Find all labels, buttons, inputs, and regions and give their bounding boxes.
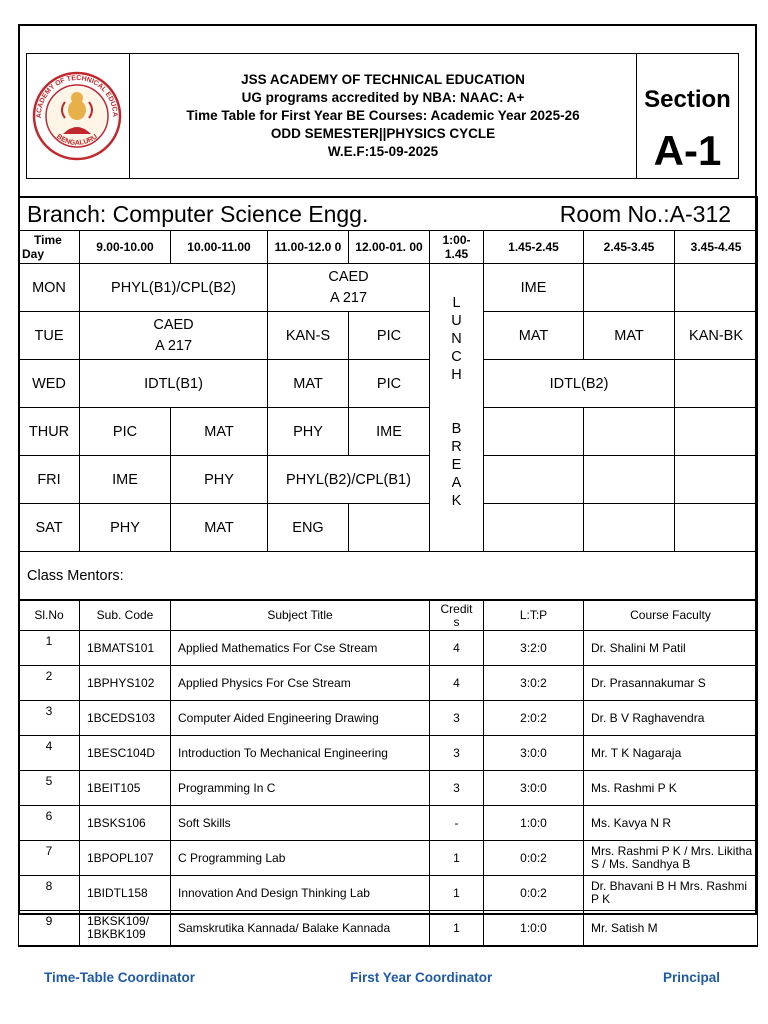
lunch-break-text <box>430 294 483 510</box>
subject-faculty: Mr. T K Nagaraja <box>584 736 758 771</box>
period-cell: PHYL(B1)/CPL(B2) <box>80 264 268 312</box>
period-cell: PIC <box>349 360 430 408</box>
first-year-coordinator-signature: First Year Coordinator <box>350 970 493 985</box>
subject-row <box>19 736 758 771</box>
day-label: MON <box>19 264 80 312</box>
lunch-break-cell <box>430 264 484 552</box>
period-room: A 217 <box>329 289 368 306</box>
subject-slno: 3 <box>19 701 80 736</box>
subject-title: Introduction To Mechanical Engineering <box>171 736 430 771</box>
period-subject: CAED <box>328 268 369 285</box>
subject-row <box>19 631 758 666</box>
subject-credits: - <box>430 806 484 841</box>
corner-day-label: Day <box>22 247 45 261</box>
class-mentors-label: Class Mentors: <box>19 552 758 600</box>
period-cell: PIC <box>80 408 171 456</box>
period-cell <box>349 504 430 552</box>
period-cell <box>675 456 758 504</box>
accreditation-line: UG programs accredited by NBA: NAAC: A+ <box>241 90 525 105</box>
subject-ltp: 0:0:2 <box>484 876 584 911</box>
branch-name: Branch: Computer Science Engg. <box>27 200 369 227</box>
subject-title: Applied Mathematics For Cse Stream <box>171 631 430 666</box>
subject-title: C Programming Lab <box>171 841 430 876</box>
subject-credits: 1 <box>430 911 484 947</box>
subject-title: Applied Physics For Cse Stream <box>171 666 430 701</box>
period-cell <box>80 312 268 360</box>
col-header-title: Subject Title <box>171 601 430 631</box>
subject-row <box>19 911 758 947</box>
day-row-tue <box>19 312 758 360</box>
subject-title: Innovation And Design Thinking Lab <box>171 876 430 911</box>
subject-slno: 1 <box>19 631 80 666</box>
section-label: Section <box>644 86 731 113</box>
subject-ltp: 1:0:0 <box>484 911 584 947</box>
lunch-letter: E <box>451 457 462 473</box>
subject-slno: 2 <box>19 666 80 701</box>
day-label: FRI <box>19 456 80 504</box>
subject-ltp: 3:0:0 <box>484 736 584 771</box>
time-header-row <box>19 231 758 264</box>
subject-row <box>19 841 758 876</box>
subject-code: 1BEIT105 <box>80 771 171 806</box>
subject-credits: 3 <box>430 736 484 771</box>
period-cell: PHYL(B2)/CPL(B1) <box>268 456 430 504</box>
col-header-credits: Credit s <box>430 601 484 631</box>
subject-credits: 1 <box>430 876 484 911</box>
subject-slno: 6 <box>19 806 80 841</box>
subjects-table <box>18 600 758 947</box>
principal-signature: Principal <box>663 970 721 985</box>
period-cell: MAT <box>268 360 349 408</box>
period-room: A 217 <box>154 337 193 354</box>
subject-row <box>19 806 758 841</box>
col-header-code: Sub. Code <box>80 601 171 631</box>
period-cell <box>675 408 758 456</box>
day-row-thu <box>19 408 758 456</box>
subject-title: Programming In C <box>171 771 430 806</box>
subject-faculty: Dr. B V Raghavendra <box>584 701 758 736</box>
subject-slno: 5 <box>19 771 80 806</box>
slot-header: 9.00-10.00 <box>80 231 171 264</box>
lunch-letter: L <box>452 295 461 311</box>
slot-header: 12.00-01. 00 <box>349 231 430 264</box>
corner-time-label: Time <box>34 233 62 247</box>
subject-ltp: 3:2:0 <box>484 631 584 666</box>
subject-faculty: Dr. Bhavani B H Mrs. Rashmi P K <box>584 876 758 911</box>
time-day-corner <box>19 231 80 264</box>
lunch-letter: A <box>451 475 462 491</box>
subject-code: 1BCEDS103 <box>80 701 171 736</box>
subject-code: 1BESC104D <box>80 736 171 771</box>
lunch-letter: K <box>451 493 462 509</box>
timetable-grid <box>18 196 758 600</box>
subject-faculty: Dr. Shalini M Patil <box>584 631 758 666</box>
period-cell: IME <box>80 456 171 504</box>
col-header-ltp: L:T:P <box>484 601 584 631</box>
day-label: WED <box>19 360 80 408</box>
day-label: THUR <box>19 408 80 456</box>
subject-code: 1BSKS106 <box>80 806 171 841</box>
subject-ltp: 2:0:2 <box>484 701 584 736</box>
day-row-sat <box>19 504 758 552</box>
subject-code: 1BMATS101 <box>80 631 171 666</box>
period-cell: ENG <box>268 504 349 552</box>
lunch-letter: H <box>451 367 462 383</box>
day-label: SAT <box>19 504 80 552</box>
subject-faculty: Mrs. Rashmi P K / Mrs. Likitha S / Ms. Sandhya B <box>584 841 758 876</box>
period-cell: PHY <box>268 408 349 456</box>
period-cell: KAN-S <box>268 312 349 360</box>
branch-row <box>19 197 758 231</box>
day-row-wed <box>19 360 758 408</box>
period-cell: IME <box>349 408 430 456</box>
subject-credits: 4 <box>430 666 484 701</box>
subject-slno: 4 <box>19 736 80 771</box>
subject-slno: 9 <box>19 911 80 947</box>
period-cell: PIC <box>349 312 430 360</box>
logo-cell <box>27 54 130 178</box>
period-cell: IME <box>484 264 584 312</box>
lunch-letter: C <box>451 349 462 365</box>
subject-credits: 3 <box>430 701 484 736</box>
svg-text:JSS ACADEMY OF TECHNICAL EDUCA: ACADEMY OF TECHNICAL EDUCA <box>35 74 119 119</box>
subject-code: 1BKSK109/ 1BKBK109 <box>80 911 171 947</box>
period-cell <box>584 264 675 312</box>
slot-header: 2.45-3.45 <box>584 231 675 264</box>
period-cell <box>675 504 758 552</box>
period-cell: MAT <box>484 312 584 360</box>
lunch-letter: N <box>451 331 462 347</box>
timetable-coordinator-signature: Time-Table Coordinator <box>44 970 196 985</box>
slot-header: 3.45-4.45 <box>675 231 758 264</box>
subject-faculty: Dr. Prasannakumar S <box>584 666 758 701</box>
period-cell: MAT <box>171 504 268 552</box>
section-box <box>636 54 738 178</box>
class-mentors-row <box>19 552 758 600</box>
period-cell: MAT <box>171 408 268 456</box>
subject-row <box>19 666 758 701</box>
subject-ltp: 3:0:0 <box>484 771 584 806</box>
slot-header: 1:00- 1.45 <box>430 231 484 264</box>
lunch-letter: B <box>451 421 462 437</box>
subject-ltp: 1:0:0 <box>484 806 584 841</box>
col-header-faculty: Course Faculty <box>584 601 758 631</box>
subject-title: Soft Skills <box>171 806 430 841</box>
subject-title: Samskrutika Kannada/ Balake Kannada <box>171 911 430 947</box>
subject-ltp: 3:0:2 <box>484 666 584 701</box>
semester-line: ODD SEMESTER||PHYSICS CYCLE <box>270 126 496 141</box>
period-cell <box>484 456 584 504</box>
period-cell <box>584 504 675 552</box>
subject-title: Computer Aided Engineering Drawing <box>171 701 430 736</box>
period-cell <box>584 408 675 456</box>
header-box <box>26 53 739 179</box>
subject-slno: 7 <box>19 841 80 876</box>
slot-header: 11.00-12.0 0 <box>268 231 349 264</box>
col-header-slno: Sl.No <box>19 601 80 631</box>
subject-faculty: Ms. Kavya N R <box>584 806 758 841</box>
institution-name: JSS ACADEMY OF TECHNICAL EDUCATION <box>241 72 525 87</box>
period-cell: PHY <box>171 456 268 504</box>
subject-row <box>19 771 758 806</box>
subject-code: 1BPOPL107 <box>80 841 171 876</box>
period-subject: CAED <box>153 316 194 333</box>
room-number: Room No.:A-312 <box>559 201 732 227</box>
subject-faculty: Mr. Satish M <box>584 911 758 947</box>
subject-code: 1BIDTL158 <box>80 876 171 911</box>
subjects-header-row <box>19 601 758 631</box>
day-row-mon <box>19 264 758 312</box>
period-cell: IDTL(B1) <box>80 360 268 408</box>
period-cell <box>268 264 430 312</box>
header-title-block <box>130 54 636 178</box>
subject-credits: 4 <box>430 631 484 666</box>
period-cell <box>675 360 758 408</box>
college-seal-icon <box>27 54 127 178</box>
subject-credits: 3 <box>430 771 484 806</box>
timetable-title: Time Table for First Year BE Courses: Academic Year 2025-26 <box>186 108 580 123</box>
slot-header: 1.45-2.45 <box>484 231 584 264</box>
slot-header: 10.00-11.00 <box>171 231 268 264</box>
period-cell <box>484 504 584 552</box>
subject-slno: 8 <box>19 876 80 911</box>
effective-date: W.E.F:15-09-2025 <box>327 144 439 159</box>
subject-row <box>19 701 758 736</box>
period-cell <box>584 456 675 504</box>
subject-row <box>19 876 758 911</box>
period-cell <box>484 408 584 456</box>
period-cell: MAT <box>584 312 675 360</box>
section-code: A-1 <box>653 127 722 174</box>
period-cell: KAN-BK <box>675 312 758 360</box>
period-cell: IDTL(B2) <box>484 360 675 408</box>
day-row-fri <box>19 456 758 504</box>
svg-text:BENGALURU: BENGALURU <box>55 133 99 147</box>
day-label: TUE <box>19 312 80 360</box>
lunch-letter: R <box>451 439 462 455</box>
period-cell <box>675 264 758 312</box>
lunch-letter: U <box>451 313 462 329</box>
period-cell: PHY <box>80 504 171 552</box>
lunch-letter <box>430 384 483 420</box>
subject-code: 1BPHYS102 <box>80 666 171 701</box>
subject-faculty: Ms. Rashmi P K <box>584 771 758 806</box>
subject-ltp: 0:0:2 <box>484 841 584 876</box>
subject-credits: 1 <box>430 841 484 876</box>
